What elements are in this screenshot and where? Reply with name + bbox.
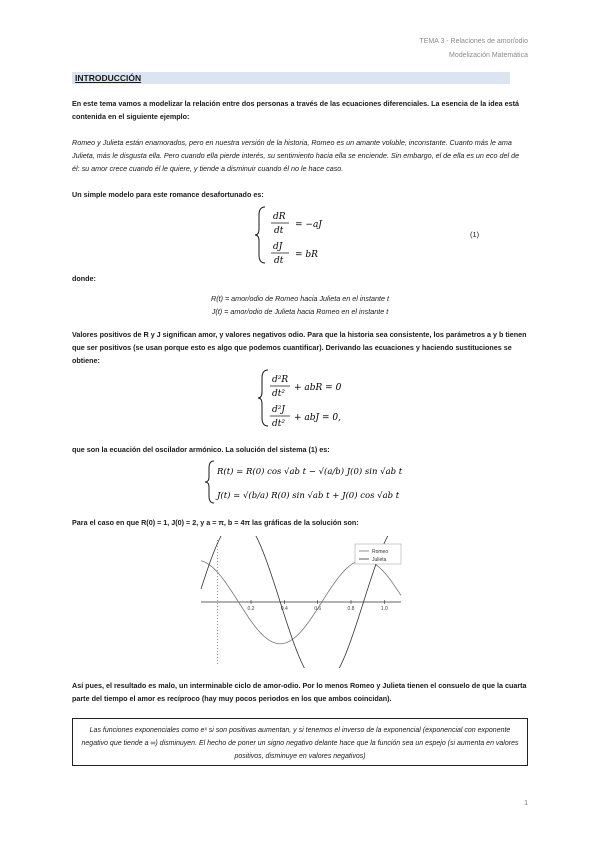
eq2-bottom-denominator: dt² [272, 419, 285, 429]
donde-label: donde: [72, 274, 96, 283]
conclusion-paragraph: Así pues, el resultado es malo, un interminable ciclo de amor-odio. Por lo menos Romeo y Julieta tienen el consuelo de que la cuarta parte del tiempo el amor es recíproco (hay muy pocos periodos en los que ambos coincidan). [72, 681, 527, 703]
values-paragraph: Valores positivos de R y J significan amor, y valores negativos odio. Para que la historia sea consistente, los parámetros a y b tienen que ser positivos (se usan porque esto es algo que podemos cuantificar). Derivando las ecuaciones y haciendo sustituciones se obtiene: [72, 330, 527, 365]
case-paragraph: Para el caso en que R(0) = 1, J(0) = 2, y a = π, b = 4π las gráficas de la solución son: [72, 518, 359, 527]
eq2-bottom-numerator: d²J [272, 405, 285, 415]
solution-chart [195, 536, 407, 668]
legend-label: Romeo [372, 549, 389, 555]
eq1-bottom-rhs: = bR [295, 250, 318, 260]
eq1-top-numerator: dR [273, 212, 286, 222]
legend-label: Julieta [372, 557, 387, 563]
definition-J: J(t) = amor/odio de Julieta hacia Romeo en el instante t [211, 307, 389, 316]
x-tick-label: 1.0 [380, 606, 388, 612]
header-chapter: TEMA 3 - Relaciones de amor/odio [419, 38, 528, 45]
solution-R: R(t) = R(0) cos √ab t − √(a/b) J(0) sin √ab t [217, 467, 403, 477]
eq1-top-rhs: = −aJ [295, 220, 322, 230]
definition-R: R(t) = amor/odio de Romeo hacia Julieta en el instante t [211, 294, 389, 303]
equation-system-2 [258, 366, 368, 432]
solution-J: J(t) = √(b/a) R(0) sin √ab t + J(0) cos √ab t [217, 491, 400, 501]
story-paragraph: Romeo y Julieta están enamorados, pero en nuestra versión de la historia, Romeo es un amante voluble, inconstante. Cuanto más le ama Julieta, más le disgusta ella. Pero cuando ella pierde interés, su sentimiento hacia ella se enciende. Sin embargo, el de ella es un eco del de él: su amor crece cuando él le quiere, y tiende a disminuir cuando él no le hace caso. [72, 138, 520, 173]
page-number: 1 [524, 800, 528, 807]
eq2-top-rhs: + abR = 0 [294, 383, 342, 393]
eq2-top-numerator: d²R [272, 375, 289, 385]
equation-system-1 [255, 203, 355, 267]
solution-system [205, 458, 405, 506]
header-course: Modelización Matemática [449, 52, 528, 59]
x-tick-label: 0.8 [347, 606, 355, 612]
eq1-bottom-numerator: dJ [273, 242, 283, 252]
intro-paragraph: En este tema vamos a modelizar la relación entre dos personas a través de las ecuaciones diferenciales. La esencia de la idea está contenida en el siguiente ejemplo: [72, 99, 520, 121]
equation-number: (1) [470, 230, 480, 239]
x-tick-label: 0.4 [280, 606, 288, 612]
x-tick-label: 0.2 [247, 606, 255, 612]
x-tick-label: 0.6 [314, 606, 322, 612]
note-text: Las funciones exponenciales como eˣ si son positivas aumentan, y si tenemos el inverso de la exponencial (exponencial con exponente negativo que tiende a ∞) disminuyen. El hecho de poner un signo negativo delante hace que la función sea un espejo (si aumenta en valores positivos, disminuye en valores negativos) [81, 727, 519, 760]
section-title: INTRODUCCIÓN [75, 73, 142, 83]
eq2-top-denominator: dt² [272, 389, 285, 399]
eq1-bottom-denominator: dt [274, 256, 284, 266]
eq2-bottom-rhs: + abJ = 0, [294, 413, 341, 423]
oscillator-paragraph: que son la ecuación del oscilador armónico. La solución del sistema (1) es: [72, 445, 330, 454]
eq1-top-denominator: dt [274, 226, 284, 236]
model-intro: Un simple modelo para este romance desafortunado es: [72, 190, 264, 199]
